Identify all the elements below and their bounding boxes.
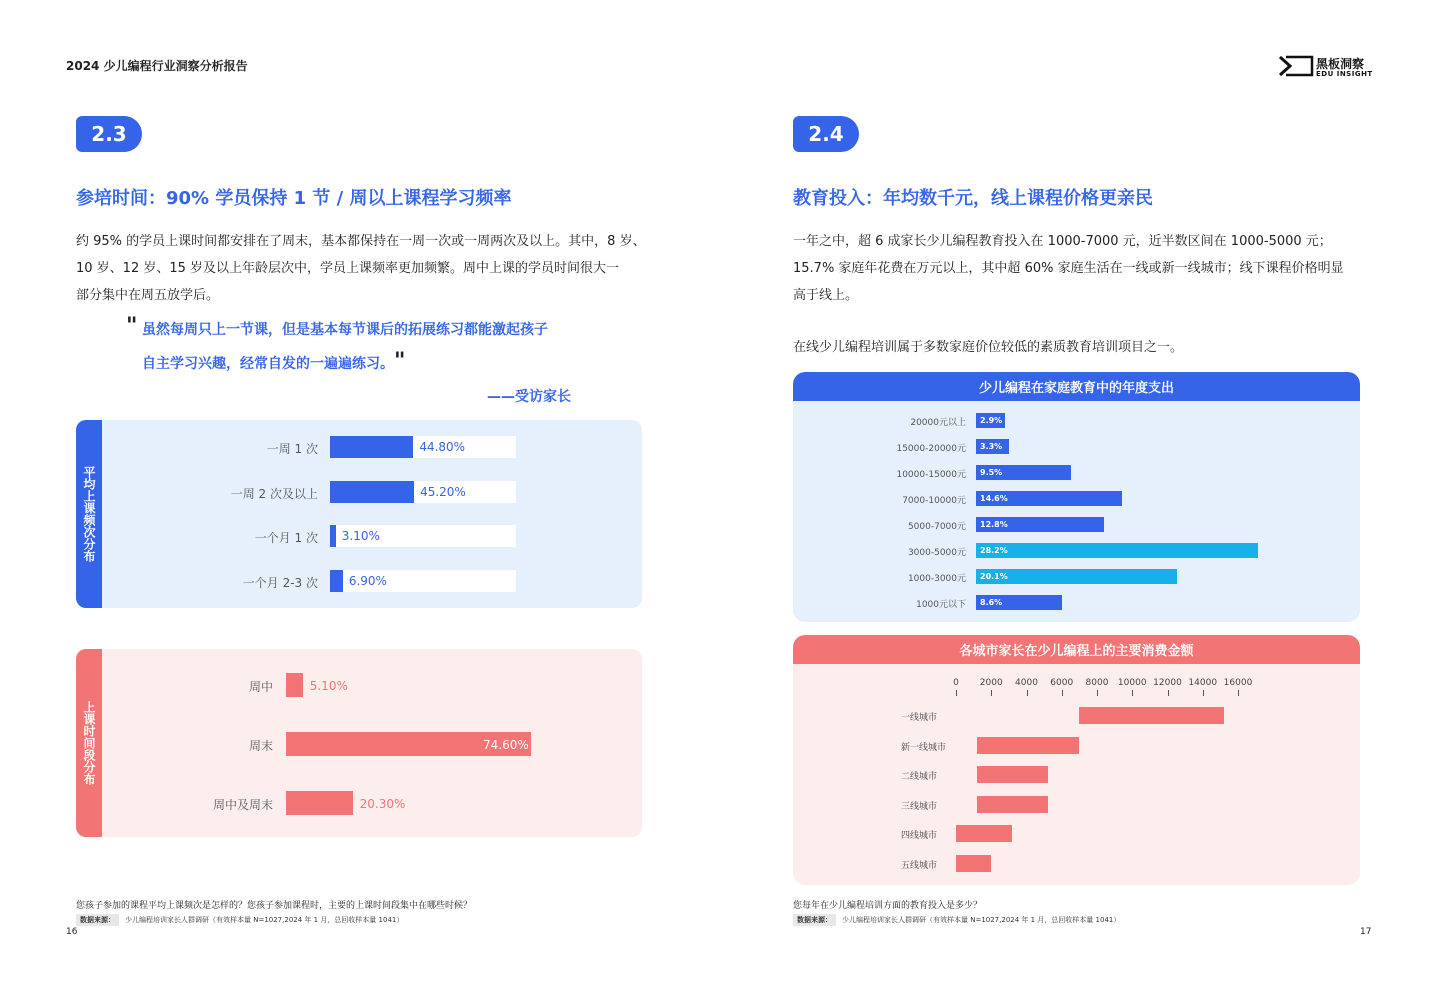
brand-logo [1278,54,1372,80]
data-source [793,914,1120,926]
bar [286,673,303,697]
survey-question: 您每年在少儿编程培训方面的教育投入是多少？ [793,901,983,911]
section-badge: 2.3 [76,116,142,152]
spending-panel [793,372,1360,622]
bar-category-label: 周中 [248,680,273,694]
frequency-panel [76,420,642,608]
paragraph-line: 约 95% 的学员上课时间都安排在了周末，基本都保持在一周一次或一周两次及以上。其中，8 岁、 [76,234,646,249]
bar [977,766,1048,783]
bar [976,543,1258,558]
axis-tick [1097,690,1098,696]
axis-tick [1238,690,1239,696]
axis-tick-label: 2000 [979,678,1003,688]
bar-value-label: 3.10% [341,529,380,543]
section-heading: 教育投入：年均数千元，线上课程价格更亲民 [793,188,1153,209]
paragraph-line: 部分集中在周五放学后。 [76,288,220,303]
bar [956,825,1012,842]
bar [977,796,1048,813]
bar-category-label: 新一线城市 [901,742,947,753]
bar-value-label: 2.9% [980,416,1003,425]
bar-category-label: 7000-10000元 [902,496,966,506]
bar-value-label: 74.60% [483,738,529,752]
bar-value-label: 14.6% [980,494,1008,503]
bar-category-label: 一个月 2-3 次 [242,575,318,590]
axis-tick [991,690,992,696]
axis-tick-label: 10000 [1117,678,1147,688]
city-chart-title: 各城市家长在少儿编程上的主要消费金额 [793,635,1360,664]
quote-line: 自主学习兴趣，经常自发的一遍遍练习。" [142,349,406,374]
data-source [76,914,403,926]
timeslot-tab: 上课时间段分布 [76,649,102,837]
axis-tick [1203,690,1204,696]
bar [977,737,1079,754]
bar-category-label: 1000元以下 [916,600,966,610]
bar-category-label: 3000-5000元 [907,548,966,558]
quote-author: ——受访家长 [487,389,571,405]
city-panel [793,635,1360,885]
parent-quote [142,314,548,380]
bar-value-label: 8.6% [980,598,1003,607]
source-text: 少儿编程培训家长人群调研（有效样本量 N=1027,2024 年 1 月，总回收样本量 1041） [125,916,404,924]
logo-mark-icon [1278,54,1314,78]
bar-category-label: 15000-20000元 [896,444,966,454]
axis-tick-label: 12000 [1153,678,1182,688]
logo-subtitle: EDU INSIGHT [1316,70,1373,78]
paragraph-line: 10 岁、12 岁、15 岁及以上年龄层次中，学员上课频率更加频繁。周中上课的学员时间很大一 [76,261,620,276]
source-badge: 数据来源： [793,914,836,926]
survey-question: 您孩子参加的课程平均上课频次是怎样的？您孩子参加课程时，主要的上课时间段集中在哪些时候？ [76,901,473,911]
axis-tick [1168,690,1169,696]
bar-category-label: 一周 1 次 [266,442,318,456]
bar-category-label: 二线城市 [901,772,938,783]
bar-category-label: 20000元以上 [910,418,966,428]
bar-value-label: 3.3% [980,442,1003,451]
axis-tick-label: 0 [953,678,959,688]
bar-value-label: 20.30% [359,797,406,811]
bar-category-label: 周末 [248,739,273,753]
axis-tick-label: 6000 [1050,678,1074,688]
page-number: 16 [66,927,78,937]
source-text: 少儿编程培训家长人群调研（有效样本量 N=1027,2024 年 1 月，总回收样本量 1041） [842,916,1121,924]
bar [330,525,336,547]
bar-value-label: 5.10% [309,679,348,693]
axis-tick [1062,690,1063,696]
bar-value-label: 45.20% [420,484,466,499]
bar-value-label: 44.80% [419,440,466,454]
report-title: 2024 少儿编程行业洞察分析报告 [66,59,248,73]
paragraph-line: 15.7% 家庭年花费在万元以上，其中超 60% 家庭生活在一线或新一线城市；线下课程价格明显 [793,261,1344,276]
frequency-tab: 平均上课频次分布 [76,420,102,608]
bar-value-label: 9.5% [980,468,1003,477]
bar-category-label: 三线城市 [901,801,938,812]
axis-tick [1027,690,1028,696]
axis-tick [1132,690,1133,696]
bar [956,855,991,872]
quote-open-mark: " [126,314,138,339]
secondary-paragraph: 在线少儿编程培训属于多数家庭价位较低的素质教育培训项目之一。 [793,340,1184,355]
intro-paragraph [793,228,1373,309]
quote-close-mark: " [394,349,406,374]
bar-value-label: 6.90% [348,573,387,588]
bar-category-label: 1000-3000元 [907,574,966,584]
bar [330,570,343,592]
bar-category-label: 一线城市 [901,713,938,723]
page-number: 17 [1360,927,1372,937]
paragraph-line: 一年之中，超 6 成家长少儿编程教育投入在 1000-7000 元，近半数区间在 1000-5000 元； [793,234,1332,249]
spending-chart-title: 少儿编程在家庭教育中的年度支出 [793,372,1360,401]
section-badge: 2.4 [793,116,859,152]
timeslot-panel [76,649,642,837]
section-heading: 参培时间：90% 学员保持 1 节 / 周以上课程学习频率 [76,188,512,209]
axis-tick-label: 14000 [1188,678,1218,688]
bar-category-label: 四线城市 [901,831,938,842]
bar [286,791,353,815]
bar-value-label: 12.8% [980,520,1008,529]
bar-category-label: 5000-7000元 [907,522,966,532]
axis-tick-label: 16000 [1223,678,1253,688]
source-badge: 数据来源： [76,914,119,926]
logo-name: 黑板洞察 [1316,57,1365,71]
bar-category-label: 周中及周末 [212,798,273,812]
paragraph-line: 高于线上。 [793,288,859,303]
bar-category-label: 10000-15000元 [896,470,966,480]
bar [1079,707,1224,724]
bar-value-label: 28.2% [980,546,1008,555]
intro-paragraph [76,228,656,309]
bar-category-label: 一周 2 次及以上 [230,486,318,501]
axis-tick-label: 8000 [1085,678,1109,688]
axis-tick [956,690,957,696]
bar [330,481,414,503]
bar [330,436,413,458]
axis-tick-label: 4000 [1015,678,1038,688]
quote-line: 虽然每周只上一节课，但是基本每节课后的拓展练习都能激起孩子 [142,322,548,338]
bar-category-label: 五线城市 [901,861,938,871]
bar-category-label: 一个月 1 次 [254,531,318,545]
bar-value-label: 20.1% [980,572,1008,581]
